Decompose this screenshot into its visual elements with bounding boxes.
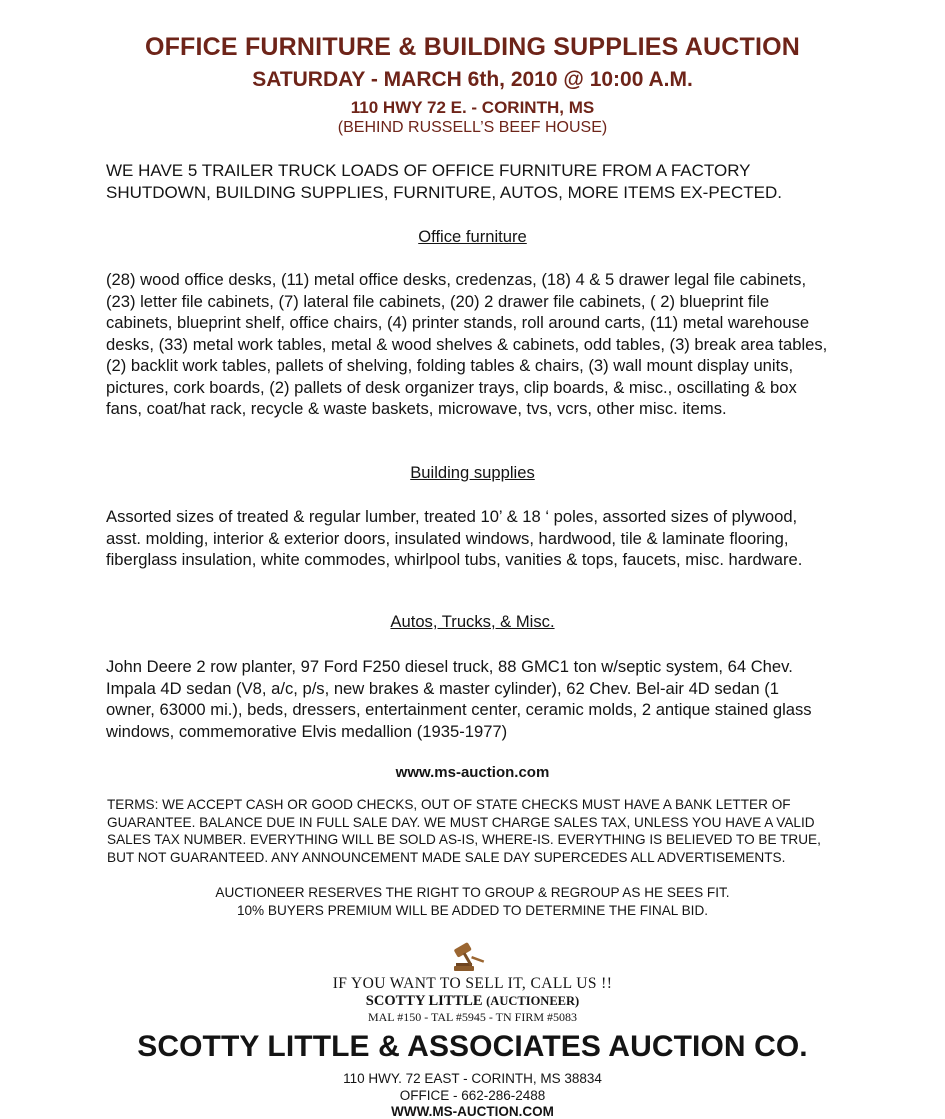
auctioneer-line bbox=[0, 993, 945, 1010]
section-title-autos: Autos, Trucks, & Misc. bbox=[390, 612, 555, 631]
auction-title: OFFICE FURNITURE & BUILDING SUPPLIES AUCTION bbox=[144, 33, 801, 61]
section-title-office-furniture: Office furniture bbox=[418, 227, 527, 246]
gavel-icon bbox=[452, 940, 486, 972]
terms-group-regroup: AUCTIONEER RESERVES THE RIGHT TO GROUP & REGROUP AS HE SEES FIT. bbox=[215, 885, 730, 900]
auction-address: 110 HWY 72 E. - CORINTH, MS bbox=[350, 98, 595, 117]
tagline: IF YOU WANT TO SELL IT, CALL US !! bbox=[332, 975, 613, 992]
section-body-building-supplies: Assorted sizes of treated & regular lumber, treated 10’ & 18 ‘ poles, assorted sizes of plywood, asst. molding, interior & exterior doors, insulated windows, hardwood, tile & laminate flooring, fiberglass insulation, white commodes, whirlpool tubs, vanities & tops, faucets, misc. hardware. bbox=[106, 507, 803, 569]
footer-website[interactable]: WWW.MS-AUCTION.COM bbox=[391, 1104, 554, 1119]
office-phone: OFFICE - 662-286-2488 bbox=[399, 1088, 546, 1103]
terms-text: TERMS: WE ACCEPT CASH OR GOOD CHECKS, OUT OF STATE CHECKS MUST HAVE A BANK LETTER OF GUARANTEE. BALANCE DUE IN FULL SALE DAY. WE MUST CHARGE SALES TAX, UNLESS YOU HAVE A VALID SALES TAX NUMBER. EVERYTHING WILL BE SOLD AS-IS, WHERE-IS. EVERYTHING IS BELIEVED TO BE TRUE, BUT NOT GUARANTEED. ANY ANNOUNCEMENT MADE SALE DAY SUPERCEDES ALL ADVERTISEMENTS. bbox=[107, 797, 821, 865]
auction-date: SATURDAY - MARCH 6th, 2010 @ 10:00 A.M. bbox=[252, 68, 693, 91]
section-body-office-furniture: (28) wood office desks, (11) metal office desks, credenzas, (18) 4 & 5 drawer legal file cabinets, (23) letter file cabinets, (7) lateral file cabinets, (20) 2 drawer file cabinets, ( 2) blueprint file cabinets, blueprint shelf, office chairs, (4) printer stands, roll around carts, (11) metal warehouse desks, (33) metal work tables, metal & wood shelves & cabinets, odd tables, (3) break area tables, (2) backlit work tables, pallets of shelving, folding tables & chairs, (3) wall mount display units, pictures, cork boards, (2) pallets of desk organizer trays, clip boards, & misc., oscillating & box fans, coat/hat rack, recycle & waste baskets, microwave, tvs, vcrs, other misc. items. bbox=[106, 270, 828, 418]
section-body-autos: John Deere 2 row planter, 97 Ford F250 diesel truck, 88 GMC1 ton w/septic system, 64 Chev. Impala 4D sedan (V8, a/c, p/s, new brakes & master cylinder), 62 Chev. Bel-air 4D sedan (1 owner, 63000 mi.), beds, dressers, entertainment center, ceramic molds, 2 antique stained glass windows, commemorative Elvis medallion (1935-1977) bbox=[106, 657, 812, 741]
terms-buyers-premium: 10% BUYERS PREMIUM WILL BE ADDED TO DETERMINE THE FINAL BID. bbox=[236, 903, 709, 918]
company-name: SCOTTY LITTLE & ASSOCIATES AUCTION CO. bbox=[137, 1030, 808, 1063]
section-title-building-supplies: Building supplies bbox=[410, 463, 535, 482]
website-link[interactable]: www.ms-auction.com bbox=[395, 764, 550, 781]
intro-text: WE HAVE 5 TRAILER TRUCK LOADS OF OFFICE FURNITURE FROM A FACTORY SHUTDOWN, BUILDING SUPPLIES, FURNITURE, AUTOS, MORE ITEMS EX-PECTED. bbox=[106, 161, 782, 202]
auctioneer-name: SCOTTY LITTLE bbox=[365, 993, 483, 1009]
auctioneer-role: (AUCTIONEER) bbox=[486, 994, 580, 1008]
company-address: 110 HWY. 72 EAST - CORINTH, MS 38834 bbox=[343, 1071, 602, 1086]
license-numbers: MAL #150 - TAL #5945 - TN FIRM #5083 bbox=[367, 1010, 578, 1024]
auction-landmark: (BEHIND RUSSELL’S BEEF HOUSE) bbox=[337, 119, 608, 136]
